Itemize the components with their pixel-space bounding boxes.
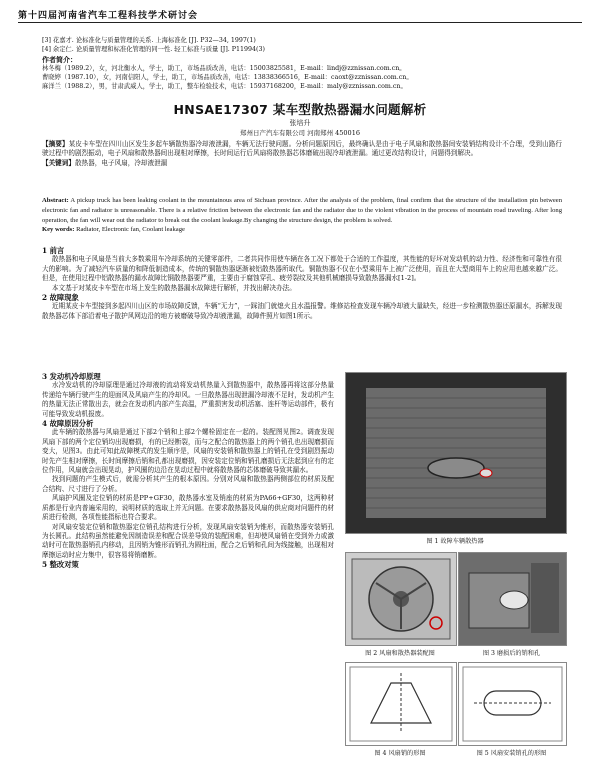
paper-affiliation: 郑州日产汽车有限公司 河南郑州 450016 (240, 129, 360, 137)
section-1-para: 本文基于对某皮卡车型在市场上发生的散热器漏水故障进行解析，并找出解决办法。 (51, 283, 296, 292)
figure-4-caption: 图 4 风扇销的形图 (374, 750, 426, 757)
en-abstract-text: A pickup truck has been leaking coolant in the mountainous area of Sichuan province. After the analysis of the problem, final confirm that the structure of the installation pin between electronic fan and radiator is unreasonable. There is a relative friction between the electronic fan and the radiator due to the violent vibration in the process of mountain road traveling. After long operation, the fan will wear out the radiator to break out the coolant leakage.By changing the structure design, the problem is solved. (42, 197, 562, 224)
figure-1-photo (345, 372, 567, 534)
figure-4-drawing (345, 662, 457, 746)
intro-full-width (42, 246, 562, 321)
figure-1-caption: 图 1 故障车辆散热器 (426, 538, 484, 545)
figure-3-photo (458, 552, 567, 646)
section-4-title: 4 故障原因分析 (42, 419, 94, 429)
section-3-para: 水冷发动机的冷却原理是通过冷却液的流动将发动机热量入到散热器中，散热器再将这部分热量传递给车辆行驶产生的迎面风及风扇产生的冷却风。一旦散热器出现泄漏冷却液不足时，发动机产生的热量无法正常散出去，就会在发动机内部产生高温，严重损害发动机活塞、连杆等运动部件，极有可能导致发动机报废。 (42, 381, 334, 418)
fan-pin-drawing (346, 663, 456, 745)
keywords-text: 散热器，电子风扇，冷却液泄漏 (74, 158, 168, 167)
paper-title: HNSAE17307 某车型散热器漏水问题解析 (173, 102, 427, 117)
header-rule (18, 22, 582, 23)
figure-2-photo (345, 552, 457, 646)
abstract-text: 某皮卡车型在四川山区发生多起车辆散热器冷却液泄漏，车辆无法行驶问题。分析问题原因后，最终确认是由于电子风扇和散热器间安装销结构设计不合理，受到山路行驶过程中的剧烈振动，电子风扇和散热器间出现相对摩擦，长时间运行后风扇将散热器芯体磨破出现冷却液泄漏。通过更改结构设计，问题得到解决。 (42, 140, 562, 158)
section-2-para: 近期某皮卡车型接到多起四川山区的市场故障反馈，车辆“无力”，一踩油门就熄火且水温报警。维修站检查发现车辆冷却液大量缺失，经进一步检测散热器还原漏水，拆解发现散热器芯体下部沿着电子散护风网边沿的地方被磨破导致冷却液泄漏，故障件照片如图1所示。 (42, 302, 562, 320)
journal-header: 第十四届河南省汽车工程科技学术研讨会 (18, 11, 199, 21)
reference-item: [4] 余定仁. 论质量管理和标准化管理的同一性. 轻工标准与质量 [J]. P11994(3) (42, 46, 265, 53)
abstract-label: 【摘要】 (42, 140, 69, 148)
figure-2-caption: 图 2 风扇和散热器装配图 (365, 650, 435, 657)
section-1-title: 1 前言 (42, 246, 65, 255)
english-abstract (42, 196, 562, 235)
figure-3-caption: 图 3 磨损后的销和孔 (482, 650, 541, 657)
section-4-para: 风扇护风圈及定位销的材质是PP+GF30，散热器水室及销座的材质为PA66+GF30，这两种材质都是行业内普遍采用的，说明材质的选取上并无问题。在要求散热器及风扇的供应商对问题件的材质进行检测，各项性能指标也符合要求。 (42, 494, 334, 522)
radiator-photo (346, 373, 566, 533)
chinese-abstract (42, 140, 562, 168)
left-column (42, 372, 334, 570)
section-2-title: 2 故障现象 (42, 293, 79, 303)
section-4-para: 找到问题的产生模式后，就需分析其产生的根本原因。分别对风扇和散热器两侧部位的材质及配合结构、尺寸进行了分析。 (42, 475, 334, 493)
author-intro-heading: 作者简介： (42, 55, 77, 64)
reference-item: [3] 花嘉才. 论标准化与质量管理的关系. 上海标准化 [J]. P32—34, 1997(1) (42, 37, 256, 44)
paper-author: 张培升 (289, 119, 311, 127)
keywords-label: 【关键词】 (42, 158, 75, 167)
section-5-title: 5 整改对策 (42, 560, 79, 570)
en-keywords-text: Radiator, Electronic fan, Coolant leakage (76, 226, 185, 234)
section-1-para: 散热器和电子风扇是当前大多数乘用车冷却系统的关键零部件，二者共同作用使车辆在各工况下都处于合适的工作温度，其性能的好坏对发动机的动力性、经济性和可靠性有很大的影响。为了减轻汽车质量的和降低制造成本，传统的铜散热器逐渐被铝散热器所取代。铜散热器不仅在小型乘用车上被广泛使用，而且在大型商用车上的应用也越来越广泛。但是，在使用过程中铝散热器的漏水故障比铜散热器要严重，主要由于腐蚀穿孔、疲劳裂纹及其他机械磨损导致散热器漏水[1-2]。 (42, 255, 562, 283)
section-4-para: 对风扇安装定位销和散热器定位销孔结构进行分析，发现风扇安装销为锥形，而散热器安装销孔为长圆孔。此结构虽然能避免因制造误差和配合误差导致的装配困难，但却使风扇销在受到外力或激动时可在散热器销孔内移动，且因销为锥形而销孔为圆柱面，配合之后销和孔间为线接触，出现相对摩擦运动时应力集中，很容易将销磨断。 (42, 522, 334, 559)
author-bio: 曹晓婷（1987.10），女，河南信阳人，学士，助工，市场品质改善，电话：13838366516，E-mail：caoxt@zznissan.com.cn。 (42, 74, 413, 81)
fan-assembly-image (346, 553, 456, 645)
en-keywords-label: Key words: (42, 226, 75, 234)
references-block (42, 36, 562, 91)
en-abstract-label: Abstract: (42, 197, 69, 204)
author-bio: 林冬梅（1989.2），女，河北衡水人，学士，助工，市场品质改善，电话：15003825581，E-mail：lindj@zznissan.com.cn。 (42, 65, 406, 72)
worn-pin-image (459, 553, 566, 645)
section-3-title: 3 发动机冷却原理 (42, 372, 101, 381)
author-bio: 麻洋兰（1988.2），男，甘肃武威人，学士，助工，整车检验技术，电话：15937168200，E-mail：maly@zznissan.com.cn。 (42, 83, 407, 90)
figure-5-drawing (458, 662, 567, 746)
figure-5-caption: 图 5 风扇安装销孔的形图 (476, 750, 547, 757)
section-4-para: 此车辆的散热器与风扇是通过下部2个销和上部2个螺栓固定在一起的。装配图见图2。调查发现风扇下部的两个定位销均出现磨损，有的已经断裂，而与之配合的散热器上的两个销孔也出现磨损而变大，见图3。由此可知此故障模式的发生顺序是，风扇的安装销和散热器上的销孔在受到剧烈振动时先产生相对摩擦，长时间摩擦后销和孔都出现磨损，因安装定位销和销孔磨损后无法起到应有的定位作用，风扇就会出现晃动，护风圈的边沿在晃动过程中就将散热器的芯体磨破导致其漏水。 (42, 428, 334, 475)
pin-hole-drawing (459, 663, 566, 745)
